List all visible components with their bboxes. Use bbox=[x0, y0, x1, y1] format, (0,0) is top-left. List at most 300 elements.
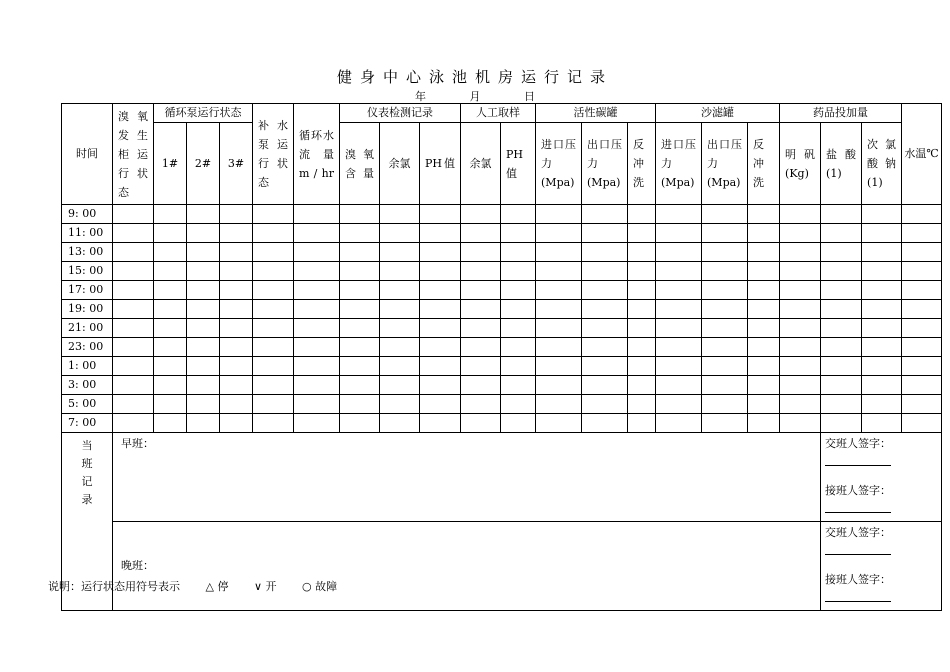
record-cell[interactable] bbox=[461, 338, 501, 357]
record-cell[interactable] bbox=[628, 319, 656, 338]
record-cell[interactable] bbox=[187, 395, 220, 414]
record-cell[interactable] bbox=[113, 395, 154, 414]
record-cell[interactable] bbox=[461, 376, 501, 395]
record-cell[interactable] bbox=[780, 300, 821, 319]
record-cell[interactable] bbox=[253, 262, 294, 281]
record-cell[interactable] bbox=[380, 414, 420, 433]
record-cell[interactable] bbox=[748, 357, 780, 376]
record-cell[interactable] bbox=[113, 414, 154, 433]
record-cell[interactable] bbox=[536, 395, 582, 414]
record-cell[interactable] bbox=[501, 224, 536, 243]
record-cell[interactable] bbox=[294, 395, 340, 414]
record-cell[interactable] bbox=[420, 300, 461, 319]
record-cell[interactable] bbox=[113, 224, 154, 243]
record-cell[interactable] bbox=[294, 376, 340, 395]
record-cell[interactable] bbox=[380, 376, 420, 395]
record-cell[interactable] bbox=[420, 243, 461, 262]
record-cell[interactable] bbox=[821, 357, 862, 376]
record-cell[interactable] bbox=[380, 281, 420, 300]
record-cell[interactable] bbox=[780, 338, 821, 357]
record-cell[interactable] bbox=[253, 224, 294, 243]
record-cell[interactable] bbox=[902, 357, 942, 376]
record-cell[interactable] bbox=[154, 224, 187, 243]
record-cell[interactable] bbox=[154, 205, 187, 224]
record-cell[interactable] bbox=[582, 395, 628, 414]
takeover-sign-field[interactable] bbox=[825, 500, 891, 513]
record-cell[interactable] bbox=[656, 281, 702, 300]
record-cell[interactable] bbox=[340, 243, 380, 262]
record-cell[interactable] bbox=[628, 338, 656, 357]
record-cell[interactable] bbox=[536, 357, 582, 376]
time-cell: 15: 00 bbox=[62, 262, 113, 281]
table-row bbox=[62, 281, 942, 300]
header-circulation-flow: 循环水流量 m / hr bbox=[294, 104, 340, 205]
record-cell[interactable] bbox=[821, 319, 862, 338]
record-cell[interactable] bbox=[187, 243, 220, 262]
record-cell[interactable] bbox=[420, 224, 461, 243]
record-cell[interactable] bbox=[340, 319, 380, 338]
record-cell[interactable] bbox=[780, 205, 821, 224]
duty-char: 当 bbox=[81, 439, 93, 452]
record-cell[interactable] bbox=[656, 300, 702, 319]
record-cell[interactable] bbox=[628, 243, 656, 262]
record-cell[interactable] bbox=[187, 319, 220, 338]
year-label: 年 bbox=[415, 90, 426, 103]
record-cell[interactable] bbox=[220, 205, 253, 224]
record-cell[interactable] bbox=[187, 300, 220, 319]
record-cell[interactable] bbox=[380, 224, 420, 243]
record-cell[interactable] bbox=[294, 338, 340, 357]
record-cell[interactable] bbox=[902, 395, 942, 414]
record-cell[interactable] bbox=[862, 414, 902, 433]
record-cell[interactable] bbox=[340, 262, 380, 281]
record-cell[interactable] bbox=[628, 414, 656, 433]
header-sand-outlet: 出口压力(Mpa) bbox=[702, 123, 748, 205]
record-cell[interactable] bbox=[294, 414, 340, 433]
record-cell[interactable] bbox=[340, 395, 380, 414]
record-cell[interactable] bbox=[420, 338, 461, 357]
record-cell[interactable] bbox=[461, 395, 501, 414]
record-cell[interactable] bbox=[862, 262, 902, 281]
record-cell[interactable] bbox=[187, 376, 220, 395]
record-cell[interactable] bbox=[821, 395, 862, 414]
record-cell[interactable] bbox=[821, 224, 862, 243]
record-cell[interactable] bbox=[628, 395, 656, 414]
record-cell[interactable] bbox=[501, 395, 536, 414]
record-cell[interactable] bbox=[501, 319, 536, 338]
duty-char: 记 bbox=[81, 475, 93, 488]
record-cell[interactable] bbox=[536, 262, 582, 281]
record-cell[interactable] bbox=[821, 205, 862, 224]
record-cell[interactable] bbox=[582, 357, 628, 376]
record-cell[interactable] bbox=[154, 338, 187, 357]
record-cell[interactable] bbox=[536, 224, 582, 243]
record-cell[interactable] bbox=[536, 414, 582, 433]
header-water-temp: 水温℃ bbox=[902, 104, 942, 205]
record-cell[interactable] bbox=[582, 224, 628, 243]
record-cell[interactable] bbox=[340, 205, 380, 224]
handover-sign-field[interactable] bbox=[825, 453, 891, 466]
record-cell[interactable] bbox=[862, 243, 902, 262]
record-cell[interactable] bbox=[380, 262, 420, 281]
record-cell[interactable] bbox=[220, 357, 253, 376]
record-cell[interactable] bbox=[461, 243, 501, 262]
record-cell[interactable] bbox=[902, 224, 942, 243]
record-cell[interactable] bbox=[780, 262, 821, 281]
record-cell[interactable] bbox=[220, 395, 253, 414]
record-cell[interactable] bbox=[340, 376, 380, 395]
record-cell[interactable] bbox=[253, 319, 294, 338]
record-cell[interactable] bbox=[420, 281, 461, 300]
record-cell[interactable] bbox=[628, 224, 656, 243]
record-cell[interactable] bbox=[501, 376, 536, 395]
record-cell[interactable] bbox=[780, 319, 821, 338]
header-ozone-cabinet: 溴氧发生柜运行状态 bbox=[113, 104, 154, 205]
record-cell[interactable] bbox=[187, 224, 220, 243]
record-cell[interactable] bbox=[294, 319, 340, 338]
legend-note bbox=[48, 578, 359, 594]
record-cell[interactable] bbox=[536, 300, 582, 319]
record-cell[interactable] bbox=[821, 243, 862, 262]
record-cell[interactable] bbox=[702, 395, 748, 414]
record-cell[interactable] bbox=[821, 300, 862, 319]
record-cell[interactable] bbox=[862, 205, 902, 224]
record-cell[interactable] bbox=[821, 414, 862, 433]
record-cell[interactable] bbox=[821, 338, 862, 357]
record-cell[interactable] bbox=[113, 357, 154, 376]
record-cell[interactable] bbox=[380, 338, 420, 357]
record-cell[interactable] bbox=[902, 281, 942, 300]
record-cell[interactable] bbox=[113, 243, 154, 262]
record-cell[interactable] bbox=[656, 319, 702, 338]
record-cell[interactable] bbox=[582, 205, 628, 224]
time-cell: 23: 00 bbox=[62, 338, 113, 357]
record-cell[interactable] bbox=[536, 338, 582, 357]
record-cell[interactable] bbox=[780, 414, 821, 433]
record-cell[interactable] bbox=[862, 300, 902, 319]
record-cell[interactable] bbox=[501, 243, 536, 262]
record-cell[interactable] bbox=[702, 376, 748, 395]
record-cell[interactable] bbox=[582, 262, 628, 281]
record-cell[interactable] bbox=[461, 281, 501, 300]
record-cell[interactable] bbox=[780, 281, 821, 300]
handover-sign-field[interactable] bbox=[825, 542, 891, 555]
header-carbon-outlet: 出口压力(Mpa) bbox=[582, 123, 628, 205]
record-cell[interactable] bbox=[702, 300, 748, 319]
record-cell[interactable] bbox=[582, 319, 628, 338]
record-cell[interactable] bbox=[253, 281, 294, 300]
record-cell[interactable] bbox=[862, 357, 902, 376]
record-cell[interactable] bbox=[113, 205, 154, 224]
note-on: ∨ 开 bbox=[253, 580, 277, 593]
record-cell[interactable] bbox=[253, 300, 294, 319]
record-cell[interactable] bbox=[340, 357, 380, 376]
record-cell[interactable] bbox=[187, 414, 220, 433]
record-cell[interactable] bbox=[582, 243, 628, 262]
record-cell[interactable] bbox=[154, 281, 187, 300]
record-cell[interactable] bbox=[220, 338, 253, 357]
record-cell[interactable] bbox=[220, 224, 253, 243]
record-cell[interactable] bbox=[154, 262, 187, 281]
record-cell[interactable] bbox=[748, 319, 780, 338]
header-manual-chlorine: 余氯 bbox=[461, 123, 501, 205]
record-cell[interactable] bbox=[420, 319, 461, 338]
record-cell[interactable] bbox=[656, 224, 702, 243]
record-cell[interactable] bbox=[154, 395, 187, 414]
record-cell[interactable] bbox=[862, 376, 902, 395]
record-cell[interactable] bbox=[748, 414, 780, 433]
header-inst-chlorine: 余氯 bbox=[380, 123, 420, 205]
record-cell[interactable] bbox=[582, 414, 628, 433]
record-cell[interactable] bbox=[501, 281, 536, 300]
record-cell[interactable] bbox=[902, 319, 942, 338]
record-cell[interactable] bbox=[420, 205, 461, 224]
record-cell[interactable] bbox=[294, 300, 340, 319]
header-carbon-inlet: 进口压力(Mpa) bbox=[536, 123, 582, 205]
record-cell[interactable] bbox=[220, 281, 253, 300]
record-cell[interactable] bbox=[380, 395, 420, 414]
header-time: 时间 bbox=[62, 104, 113, 205]
record-cell[interactable] bbox=[702, 281, 748, 300]
record-cell[interactable] bbox=[902, 300, 942, 319]
record-cell[interactable] bbox=[748, 205, 780, 224]
record-cell[interactable] bbox=[461, 205, 501, 224]
record-cell[interactable] bbox=[501, 357, 536, 376]
header-pump-2: 2# bbox=[187, 123, 220, 205]
record-cell[interactable] bbox=[154, 319, 187, 338]
record-cell[interactable] bbox=[656, 357, 702, 376]
record-cell[interactable] bbox=[501, 205, 536, 224]
record-cell[interactable] bbox=[461, 224, 501, 243]
record-cell[interactable] bbox=[113, 300, 154, 319]
record-cell[interactable] bbox=[656, 395, 702, 414]
record-cell[interactable] bbox=[187, 205, 220, 224]
record-cell[interactable] bbox=[748, 338, 780, 357]
record-cell[interactable] bbox=[220, 414, 253, 433]
record-cell[interactable] bbox=[461, 319, 501, 338]
record-cell[interactable] bbox=[702, 414, 748, 433]
record-cell[interactable] bbox=[187, 338, 220, 357]
record-cell[interactable] bbox=[501, 414, 536, 433]
record-cell[interactable] bbox=[294, 357, 340, 376]
record-cell[interactable] bbox=[294, 262, 340, 281]
record-cell[interactable] bbox=[862, 395, 902, 414]
record-cell[interactable] bbox=[536, 376, 582, 395]
table-row bbox=[62, 262, 942, 281]
record-cell[interactable] bbox=[113, 281, 154, 300]
record-cell[interactable] bbox=[294, 243, 340, 262]
record-cell[interactable] bbox=[628, 376, 656, 395]
record-cell[interactable] bbox=[902, 414, 942, 433]
record-cell[interactable] bbox=[154, 243, 187, 262]
record-cell[interactable] bbox=[380, 205, 420, 224]
record-cell[interactable] bbox=[702, 319, 748, 338]
month-label: 月 bbox=[469, 90, 481, 103]
record-cell[interactable] bbox=[656, 243, 702, 262]
record-cell[interactable] bbox=[862, 224, 902, 243]
record-cell[interactable] bbox=[113, 376, 154, 395]
time-cell: 3: 00 bbox=[62, 376, 113, 395]
morning-shift-field[interactable] bbox=[113, 433, 821, 522]
record-cell[interactable] bbox=[113, 262, 154, 281]
record-cell[interactable] bbox=[536, 243, 582, 262]
record-cell[interactable] bbox=[536, 319, 582, 338]
header-carbon-tank: 活性碳罐 bbox=[536, 104, 656, 123]
record-cell[interactable] bbox=[340, 414, 380, 433]
header-carbon-backwash: 反冲洗 bbox=[628, 123, 656, 205]
record-cell[interactable] bbox=[253, 376, 294, 395]
header-pump-group: 循环泵运行状态 bbox=[154, 104, 253, 123]
record-cell[interactable] bbox=[628, 262, 656, 281]
record-cell[interactable] bbox=[220, 300, 253, 319]
record-cell[interactable] bbox=[902, 205, 942, 224]
record-cell[interactable] bbox=[702, 357, 748, 376]
record-cell[interactable] bbox=[420, 414, 461, 433]
record-cell[interactable] bbox=[501, 338, 536, 357]
record-cell[interactable] bbox=[253, 395, 294, 414]
record-cell[interactable] bbox=[461, 262, 501, 281]
record-cell[interactable] bbox=[748, 300, 780, 319]
record-cell[interactable] bbox=[821, 281, 862, 300]
record-cell[interactable] bbox=[294, 281, 340, 300]
record-cell[interactable] bbox=[536, 281, 582, 300]
record-cell[interactable] bbox=[748, 376, 780, 395]
record-cell[interactable] bbox=[113, 319, 154, 338]
record-cell[interactable] bbox=[154, 376, 187, 395]
record-cell[interactable] bbox=[821, 376, 862, 395]
record-cell[interactable] bbox=[187, 357, 220, 376]
record-cell[interactable] bbox=[902, 338, 942, 357]
record-cell[interactable] bbox=[420, 357, 461, 376]
record-cell[interactable] bbox=[748, 224, 780, 243]
record-cell[interactable] bbox=[294, 205, 340, 224]
header-manual-ph: PH值 bbox=[501, 123, 536, 205]
record-cell[interactable] bbox=[380, 319, 420, 338]
record-cell[interactable] bbox=[501, 300, 536, 319]
record-cell[interactable] bbox=[340, 300, 380, 319]
record-cell[interactable] bbox=[113, 338, 154, 357]
record-cell[interactable] bbox=[220, 262, 253, 281]
record-cell[interactable] bbox=[862, 319, 902, 338]
record-cell[interactable] bbox=[748, 262, 780, 281]
record-cell[interactable] bbox=[656, 338, 702, 357]
record-cell[interactable] bbox=[628, 357, 656, 376]
record-cell[interactable] bbox=[461, 414, 501, 433]
record-cell[interactable] bbox=[582, 376, 628, 395]
record-cell[interactable] bbox=[628, 205, 656, 224]
takeover-sign-field[interactable] bbox=[825, 589, 891, 602]
record-cell[interactable] bbox=[461, 357, 501, 376]
record-cell[interactable] bbox=[253, 243, 294, 262]
date-line bbox=[0, 88, 950, 104]
table-row bbox=[62, 376, 942, 395]
record-cell[interactable] bbox=[582, 338, 628, 357]
record-cell[interactable] bbox=[748, 395, 780, 414]
header-sand-filter: 沙滤罐 bbox=[656, 104, 780, 123]
time-cell: 17: 00 bbox=[62, 281, 113, 300]
record-cell[interactable] bbox=[154, 357, 187, 376]
record-cell[interactable] bbox=[656, 414, 702, 433]
record-cell[interactable] bbox=[628, 281, 656, 300]
record-cell[interactable] bbox=[582, 281, 628, 300]
record-cell[interactable] bbox=[340, 224, 380, 243]
evening-shift-field[interactable] bbox=[113, 522, 821, 611]
record-cell[interactable] bbox=[656, 262, 702, 281]
record-cell[interactable] bbox=[702, 243, 748, 262]
record-cell[interactable] bbox=[748, 243, 780, 262]
record-cell[interactable] bbox=[702, 224, 748, 243]
record-cell[interactable] bbox=[380, 300, 420, 319]
record-cell[interactable] bbox=[420, 376, 461, 395]
record-cell[interactable] bbox=[656, 205, 702, 224]
record-cell[interactable] bbox=[294, 224, 340, 243]
record-cell[interactable] bbox=[656, 376, 702, 395]
record-cell[interactable] bbox=[780, 224, 821, 243]
record-cell[interactable] bbox=[420, 395, 461, 414]
record-cell[interactable] bbox=[862, 281, 902, 300]
record-cell[interactable] bbox=[780, 243, 821, 262]
record-cell[interactable] bbox=[628, 300, 656, 319]
record-cell[interactable] bbox=[821, 262, 862, 281]
evening-signatures bbox=[821, 522, 942, 611]
record-cell[interactable] bbox=[154, 300, 187, 319]
table-row bbox=[62, 243, 942, 262]
record-cell[interactable] bbox=[902, 376, 942, 395]
handover-sign-label: 交班人签字： bbox=[825, 526, 892, 539]
table-row bbox=[62, 300, 942, 319]
time-cell: 1: 00 bbox=[62, 357, 113, 376]
note-prefix: 说明：运行状态用符号表示 bbox=[48, 580, 180, 593]
record-cell[interactable] bbox=[780, 357, 821, 376]
duty-char: 录 bbox=[81, 493, 93, 506]
header-makeup-pump: 补水泵运行状态 bbox=[253, 104, 294, 205]
record-cell[interactable] bbox=[220, 319, 253, 338]
time-cell: 21: 00 bbox=[62, 319, 113, 338]
record-cell[interactable] bbox=[902, 262, 942, 281]
record-cell[interactable] bbox=[501, 262, 536, 281]
record-cell[interactable] bbox=[420, 262, 461, 281]
record-cell[interactable] bbox=[702, 338, 748, 357]
record-cell[interactable] bbox=[380, 357, 420, 376]
record-cell[interactable] bbox=[780, 395, 821, 414]
record-cell[interactable] bbox=[902, 243, 942, 262]
record-cell[interactable] bbox=[187, 262, 220, 281]
record-cell[interactable] bbox=[253, 357, 294, 376]
record-cell[interactable] bbox=[862, 338, 902, 357]
record-cell[interactable] bbox=[187, 281, 220, 300]
takeover-sign-label: 接班人签字： bbox=[825, 573, 892, 586]
note-fault: ○ 故障 bbox=[302, 580, 338, 593]
record-cell[interactable] bbox=[154, 414, 187, 433]
header-hcl: 盐酸(1) bbox=[821, 123, 862, 205]
record-cell[interactable] bbox=[220, 243, 253, 262]
page-title: 健身中心泳池机房运行记录 bbox=[336, 68, 613, 86]
record-cell[interactable] bbox=[340, 338, 380, 357]
record-cell[interactable] bbox=[748, 281, 780, 300]
record-cell[interactable] bbox=[702, 205, 748, 224]
record-cell[interactable] bbox=[536, 205, 582, 224]
record-cell[interactable] bbox=[380, 243, 420, 262]
record-cell[interactable] bbox=[253, 338, 294, 357]
record-cell[interactable] bbox=[780, 376, 821, 395]
record-cell[interactable] bbox=[340, 281, 380, 300]
record-cell[interactable] bbox=[220, 376, 253, 395]
record-cell[interactable] bbox=[702, 262, 748, 281]
record-cell[interactable] bbox=[461, 300, 501, 319]
record-cell[interactable] bbox=[253, 205, 294, 224]
record-cell[interactable] bbox=[253, 414, 294, 433]
record-cell[interactable] bbox=[582, 300, 628, 319]
